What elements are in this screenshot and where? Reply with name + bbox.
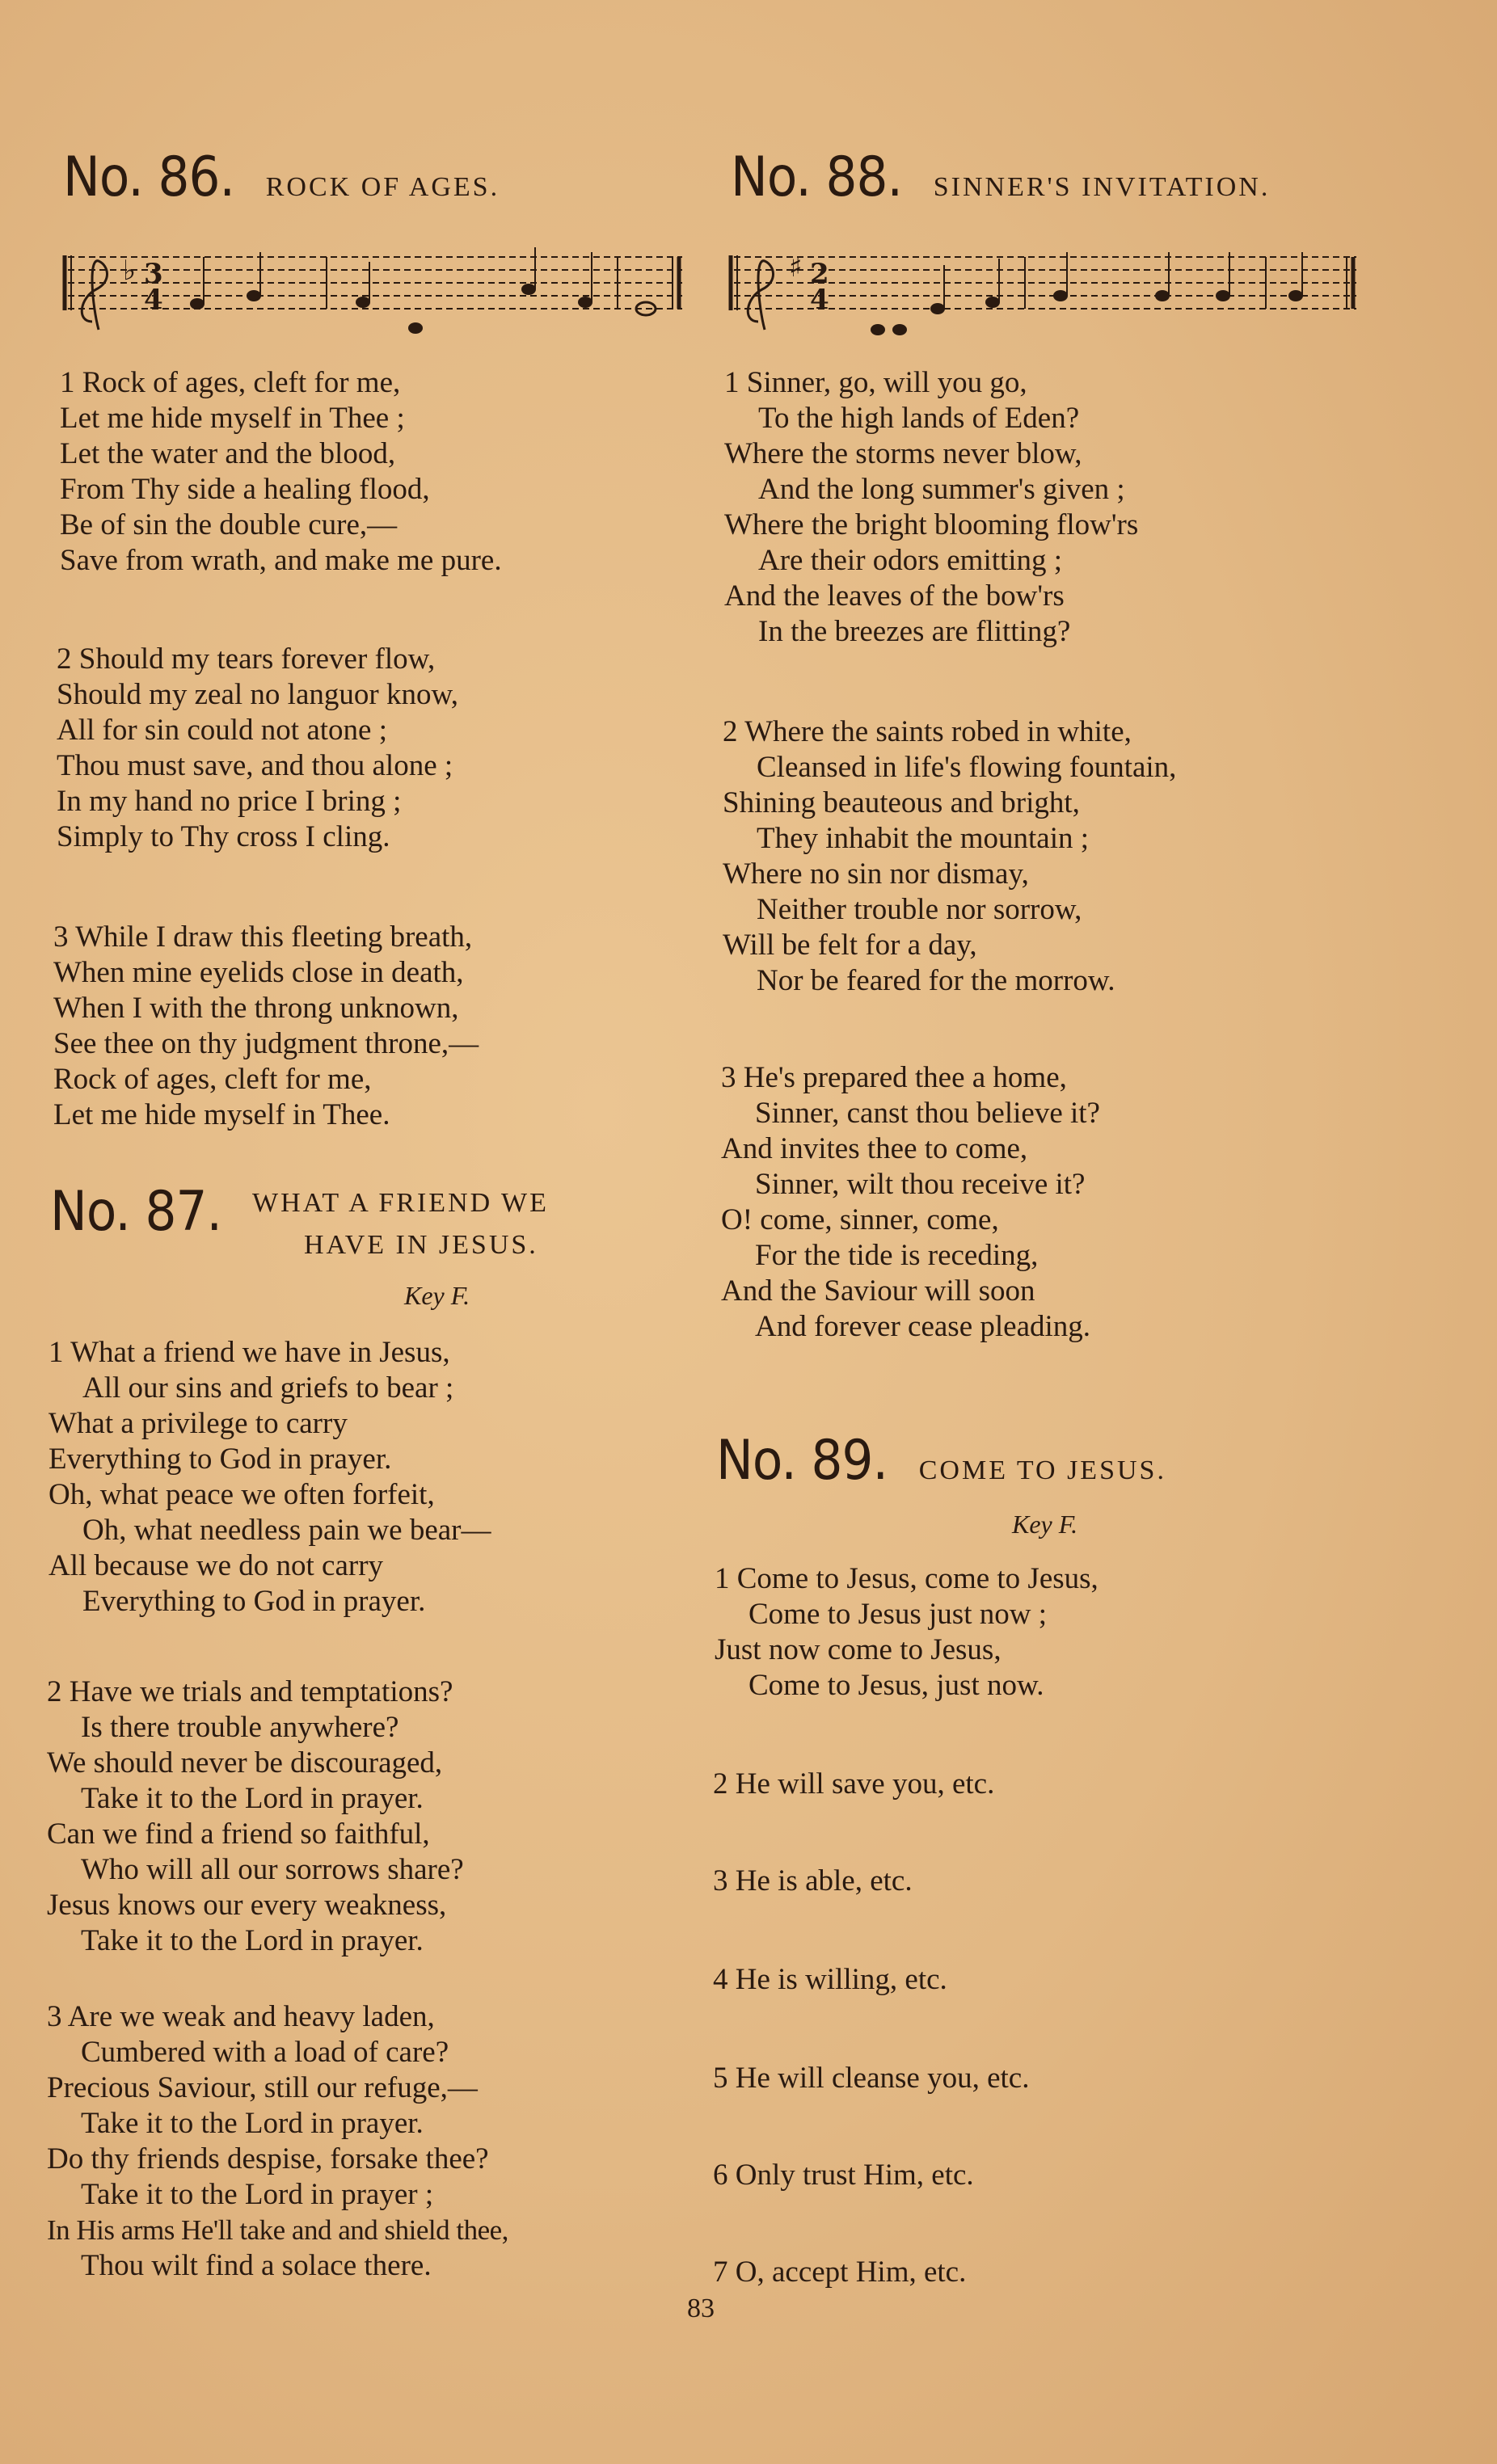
verse-line: Is there trouble anywhere? [81, 1711, 399, 1744]
verse-line: Come to Jesus, just now. [748, 1669, 1044, 1702]
svg-text:3: 3 [144, 258, 163, 290]
verse-line: 1 Come to Jesus, come to Jesus, [715, 1562, 1099, 1595]
verse-line: Come to Jesus just now ; [748, 1598, 1047, 1631]
verse-line: Where the bright blooming flow'rs [724, 508, 1139, 541]
hymn-title-line: WHAT A FRIEND WE [252, 1188, 549, 1218]
verse-line: Neither trouble nor sorrow, [757, 893, 1082, 926]
verse-line: For the tide is receding, [755, 1239, 1039, 1272]
verse-line: Save from wrath, and make me pure. [60, 544, 502, 577]
svg-text:4: 4 [810, 284, 829, 316]
verse-line: We should never be discouraged, [47, 1746, 443, 1780]
verse-line: 1 What a friend we have in Jesus, [48, 1336, 450, 1369]
verse-line: Let me hide myself in Thee. [53, 1098, 390, 1131]
hymn-86-verse-3 [53, 920, 479, 1133]
verse-line: Take it to the Lord in prayer. [81, 1924, 424, 1957]
verse-line: And the Saviour will soon [721, 1274, 1035, 1308]
verse-line: 2 Should my tears forever flow, [57, 642, 436, 676]
svg-text:♭: ♭ [123, 255, 137, 287]
verse-line: 1 Sinner, go, will you go, [724, 366, 1027, 399]
verse-line: Jesus knows our every weakness, [47, 1889, 447, 1922]
verse-line: Oh, what peace we often forfeit, [48, 1478, 435, 1511]
verse-line: And the leaves of the bow'rs [724, 579, 1065, 613]
hymn-87-verse-1 [48, 1335, 491, 1620]
hymn-number: No. 87. [50, 1180, 222, 1244]
verse-line: Rock of ages, cleft for me, [53, 1063, 372, 1096]
hymn-86-header [63, 145, 500, 209]
verse-line: When mine eyelids close in death, [53, 956, 464, 989]
short-verse: 2 He will save you, etc. [713, 1767, 995, 1801]
verse-line: Sinner, canst thou believe it? [755, 1097, 1100, 1130]
verse-line: In the breezes are flitting? [758, 615, 1071, 648]
verse-line: Sinner, wilt thou receive it? [755, 1168, 1086, 1201]
verse-line: From Thy side a healing flood, [60, 473, 430, 506]
key-signature: Key F. [404, 1281, 470, 1310]
hymn-87-header [50, 1180, 241, 1244]
hymn-89-header [716, 1429, 1166, 1493]
verse-line: Everything to God in prayer. [82, 1585, 426, 1618]
verse-line: Simply to Thy cross I cling. [57, 820, 390, 853]
verse-line: 3 Are we weak and heavy laden, [47, 2000, 435, 2033]
verse-line: Just now come to Jesus, [715, 1633, 1002, 1666]
verse-line: In my hand no price I bring ; [57, 785, 402, 818]
verse-line: Where no sin nor dismay, [723, 857, 1029, 891]
verse-line: When I with the throng unknown, [53, 992, 459, 1025]
verse-line: All our sins and griefs to bear ; [82, 1371, 454, 1405]
short-verse: 7 O, accept Him, etc. [713, 2256, 967, 2289]
music-staff-icon [60, 241, 690, 354]
hymn-88-verse-1 [724, 365, 1138, 650]
hymn-88-header [731, 145, 1270, 209]
svg-text:♯: ♯ [789, 251, 803, 284]
hymn-title: COME TO JESUS. [918, 1455, 1166, 1485]
hymn-number: No. 88. [731, 145, 903, 209]
verse-line: In His arms He'll take and and shield thee, [47, 2214, 508, 2246]
verse-line: To the high lands of Eden? [758, 402, 1080, 435]
verse-line: What a privilege to carry [48, 1407, 348, 1440]
hymn-87-verse-3 [47, 1999, 508, 2284]
verse-line: Should my zeal no languor know, [57, 678, 459, 711]
verse-line: Thou must save, and thou alone ; [57, 749, 453, 782]
hymn-title: ROCK OF AGES. [265, 172, 500, 202]
verse-line: Everything to God in prayer. [48, 1443, 392, 1476]
short-verse: 3 He is able, etc. [713, 1864, 913, 1897]
hymn-88-verse-3 [721, 1060, 1100, 1345]
verse-line: Who will all our sorrows share? [81, 1853, 464, 1886]
verse-line: And invites thee to come, [721, 1132, 1028, 1165]
verse-line: 2 Where the saints robed in white, [723, 715, 1132, 748]
verse-line: All because we do not carry [48, 1549, 384, 1582]
verse-line: Nor be feared for the morrow. [757, 964, 1115, 997]
short-verse: 4 He is willing, etc. [713, 1963, 947, 1996]
music-staff-icon [726, 241, 1364, 354]
verse-line: Where the storms never blow, [724, 437, 1082, 470]
verse-line: See thee on thy judgment throne,— [53, 1027, 479, 1060]
hymn-89-verse-1 [715, 1561, 1099, 1704]
svg-text:2: 2 [810, 258, 829, 290]
short-verse: 5 He will cleanse you, etc. [713, 2062, 1030, 2095]
verse-line: O! come, sinner, come, [721, 1203, 999, 1236]
verse-line: Take it to the Lord in prayer ; [81, 2178, 434, 2211]
hymn-87-title [252, 1188, 549, 1261]
verse-line: Oh, what needless pain we bear— [82, 1514, 491, 1547]
verse-line: Take it to the Lord in prayer. [81, 2107, 424, 2140]
verse-line: Are their odors emitting ; [758, 544, 1063, 577]
verse-line: Shining beauteous and bright, [723, 786, 1080, 819]
svg-text:4: 4 [144, 284, 163, 316]
verse-line: Let the water and the blood, [60, 437, 396, 470]
verse-line: Be of sin the double cure,— [60, 508, 398, 541]
verse-line: And the long summer's given ; [758, 473, 1125, 506]
verse-line: Thou wilt find a solace there. [81, 2249, 432, 2282]
short-verse: 6 Only trust Him, etc. [713, 2159, 974, 2192]
verse-line: Will be felt for a day, [723, 929, 977, 962]
hymn-86-verse-2 [57, 642, 458, 855]
verse-line: They inhabit the mountain ; [757, 822, 1090, 855]
hymn-88-verse-2 [723, 714, 1176, 999]
verse-line: Can we find a friend so faithful, [47, 1817, 430, 1851]
hymn-title-line: HAVE IN JESUS. [304, 1230, 538, 1260]
hymn-title: SINNER'S INVITATION. [933, 172, 1271, 202]
verse-line: 3 He's prepared thee a home, [721, 1061, 1067, 1094]
hymn-87-verse-2 [47, 1674, 464, 1959]
verse-line: 2 Have we trials and temptations? [47, 1675, 453, 1708]
verse-line: 1 Rock of ages, cleft for me, [60, 366, 401, 399]
verse-line: Cleansed in life's flowing fountain, [757, 751, 1177, 784]
verse-line: Take it to the Lord in prayer. [81, 1782, 424, 1815]
hymn-86-verse-1 [60, 365, 502, 579]
verse-line: Let me hide myself in Thee ; [60, 402, 405, 435]
key-signature: Key F. [1012, 1510, 1078, 1539]
hymn-number: No. 89. [716, 1429, 888, 1493]
verse-line: All for sin could not atone ; [57, 714, 387, 747]
verse-line: And forever cease pleading. [755, 1310, 1091, 1343]
verse-line: Do thy friends despise, forsake thee? [47, 2142, 489, 2175]
page-number: 83 [687, 2293, 715, 2323]
verse-line: Precious Saviour, still our refuge,— [47, 2071, 478, 2104]
verse-line: Cumbered with a load of care? [81, 2036, 449, 2069]
verse-line: 3 While I draw this fleeting breath, [53, 920, 473, 954]
hymn-number: No. 86. [63, 145, 235, 209]
